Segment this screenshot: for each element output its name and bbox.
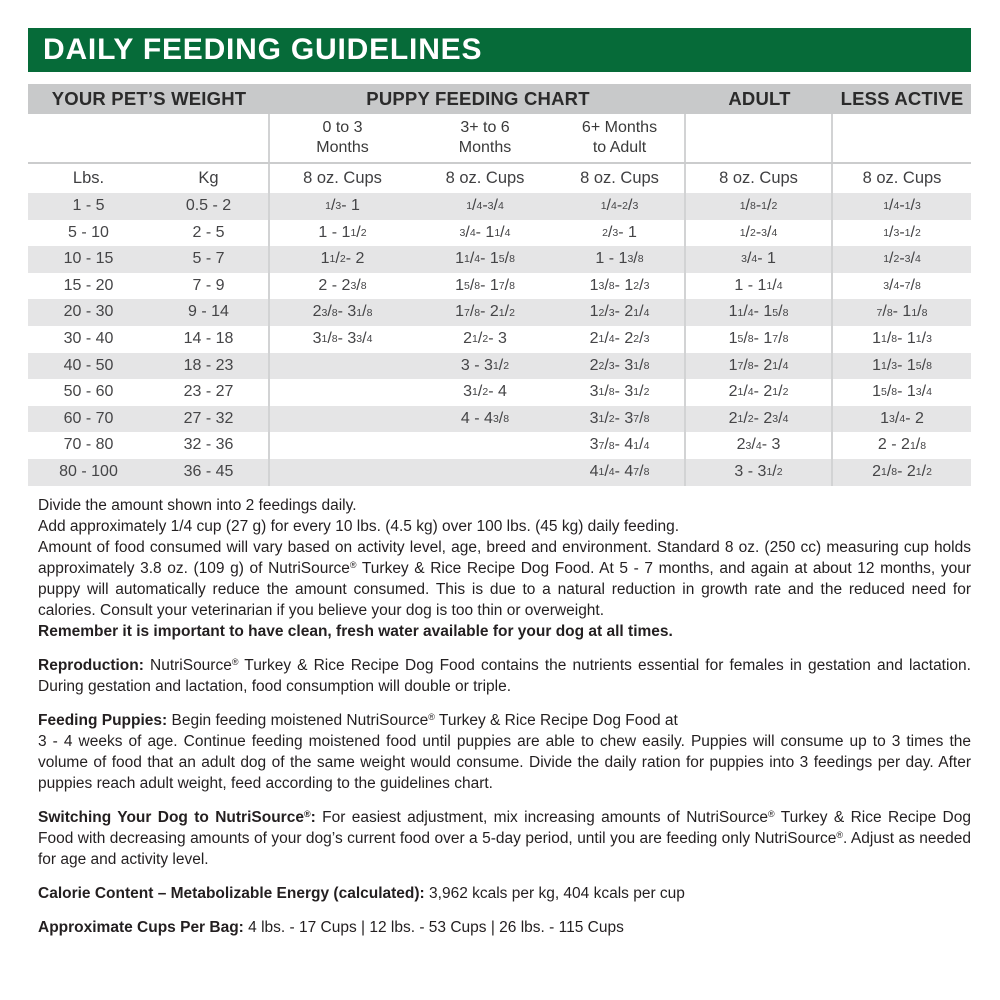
cell-weight-lbs: 15 - 20 [63,276,114,294]
table-row [28,379,971,406]
cell-cups-range: 2 3 / 4 - 3 [686,432,833,459]
cell-cups-range [415,459,555,486]
unit-header-cell: 8 oz. Cups [445,169,525,187]
table-row [28,273,971,300]
cell-cups-range: 3 1 / 8 - 3 1 / 2 [555,379,686,406]
table-row [28,432,971,459]
cell-cups-range: 1 5 / 8 - 1 3 / 4 [872,383,932,401]
cell-cups-range: 1 5 / 8 - 1 7 / 8 [686,326,833,353]
cell-cups-range: 1 / 4 - 2 / 3 [555,193,686,220]
cell-cups-range: 1 / 4 - 1 / 3 [833,193,971,220]
note-cups-per-bag: Approximate Cups Per Bag: 4 lbs. - 17 Cups | 12 lbs. - 53 Cups | 26 lbs. - 115 Cups [38,918,624,936]
cell-cups-range: 7 / 8 - 1 1 / 8 [833,299,971,326]
cell-cups-range: 1 - 1 1 / 4 [686,273,833,300]
cell-cups-range: 1 / 4 - 3 / 4 [415,193,555,220]
cell-cups-range: 3 1 / 8 - 3 3 / 4 [312,329,373,347]
cell-cups-range: 1 2 / 3 - 2 1 / 4 [555,299,686,326]
cell-cups-range: 2 2 / 3 - 3 1 / 8 [555,353,686,380]
note-feeding-puppies: Feeding Puppies: Begin feeding moistened NutriSource® Turkey & Rice Recipe Dog Food at 3 - 4 weeks of age. Continue feeding moistened food until puppies are able to chew easily. Puppies will consume up to 3 times the volume of food that an adult dog of the same weight would consume. Divide the daily ration for puppies into 3 feedings per day. After puppies reach adult weight, feed according to the guidelines chart. [38,711,971,792]
table-group-header-row [28,84,971,114]
cell-weight-kg: 23 - 27 [149,379,270,406]
reproduction-label: Reproduction: [38,656,144,674]
unit-header-cell: Kg [149,164,270,193]
table-row [28,193,971,220]
cell-weight-kg: 0.5 - 2 [149,193,270,220]
cell-cups-range: 1 7 / 8 - 2 1 / 4 [686,353,833,380]
cell-weight-kg: 32 - 36 [149,432,270,459]
cell-cups-range: 1 / 3 - 1 / 2 [883,223,921,241]
cell-cups-range: 2 - 2 3 / 8 [318,276,367,294]
feeding-puppies-label: Feeding Puppies: [38,711,168,729]
feeding-table [28,84,971,486]
switching-label: Switching Your Dog to NutriSource®: [38,808,316,826]
page-title: DAILY FEEDING GUIDELINES [43,33,483,66]
cell-cups-range: 1 / 2 - 3 / 4 [686,220,833,247]
cell-cups-range: 1 1 / 8 - 1 1 / 3 [872,329,932,347]
cell-cups-range: 3 / 4 - 1 1 / 4 [459,223,511,241]
table-row [28,406,971,433]
cell-weight-kg: 14 - 18 [149,326,270,353]
cell-cups-range: 1 / 2 - 3 / 4 [833,246,971,273]
cell-cups-range: 2 1 / 2 - 3 [463,329,507,347]
cell-weight-lbs: 20 - 30 [28,299,149,326]
cell-weight-kg: 2 - 5 [149,220,270,247]
cell-cups-range: 3 / 4 - 7 / 8 [883,276,921,294]
table-row [28,299,971,326]
cell-cups-range: 1 / 8 - 1 / 2 [686,193,833,220]
cell-cups-range: 3 / 4 - 1 [686,246,833,273]
cell-cups-range [270,432,415,459]
months-spacer-adult [686,114,833,162]
cell-weight-lbs: 60 - 70 [28,406,149,433]
note-consumption-paragraph: Amount of food consumed will vary based on activity level, age, breed and environment. Standard 8 oz. (250 cc) measuring cup holds approximately 3.8 oz. (109 g) of NutriSource® Turkey & Rice Recipe Dog Food. At 5 - 7 months, and again at about 12 months, your puppy will automatically reduce the amount consumed. This is due to a natural reduction in growth rate and the reduced need for calories. Consult your veterinarian if you believe your dog is too thin or overweight. [38,538,971,619]
table-row [28,246,971,273]
unit-header-cell: 8 oz. Cups [303,169,382,187]
note-calorie-content: Calorie Content – Metabolizable Energy (calculated): 3,962 kcals per kg, 404 kcals per cup [38,884,685,902]
cell-cups-range: 4 - 4 3 / 8 [415,406,555,433]
table-row [28,459,971,486]
note-divide-feedings: Divide the amount shown into 2 feedings daily. [38,496,357,514]
group-header-adult: ADULT [728,88,791,109]
cell-weight-lbs: 40 - 50 [28,353,149,380]
note-add-over-100lbs: Add approximately 1/4 cup (27 g) for every 10 lbs. (4.5 kg) over 100 lbs. (45 kg) daily feeding. [38,517,680,535]
cell-cups-range: 1 - 1 1 / 2 [318,223,367,241]
cell-weight-lbs: 50 - 60 [63,383,114,401]
cell-cups-range: 4 1 / 4 - 4 7 / 8 [555,459,686,486]
months-spacer-less-active [833,114,971,162]
unit-header-cell: 8 oz. Cups [862,169,942,187]
column-header-0-3-months: 0 to 3 Months [316,119,369,156]
table-body [28,193,971,486]
cell-cups-range: 3 - 3 1 / 2 [686,459,833,486]
cell-cups-range: 2 - 2 1 / 8 [877,436,927,454]
cell-weight-kg: 27 - 32 [149,406,270,433]
cell-weight-lbs: 80 - 100 [28,459,149,486]
cell-cups-range: 1 5 / 8 - 1 7 / 8 [455,276,515,294]
feeding-guidelines-label [28,28,971,938]
cell-weight-lbs: 1 - 5 [28,193,149,220]
cell-cups-range: 3 7 / 8 - 4 1 / 4 [555,432,686,459]
note-reproduction: Reproduction: NutriSource® Turkey & Rice Recipe Dog Food contains the nutrients essential for females in gestation and lactation. During gestation and lactation, food consumption will double or triple. [38,656,971,695]
cell-cups-range: 2 / 3 - 1 [555,220,686,247]
cups-per-bag-label: Approximate Cups Per Bag: [38,918,244,936]
notes-section [28,495,971,938]
cell-weight-kg: 9 - 14 [149,299,270,326]
cell-cups-range: 2 1 / 2 - 2 3 / 4 [686,406,833,433]
cell-weight-kg: 5 - 7 [149,246,270,273]
cell-cups-range: 1 1 / 4 - 1 5 / 8 [415,246,555,273]
cell-cups-range: 3 - 3 1 / 2 [415,353,555,380]
group-header-pet-weight: YOUR PET’S WEIGHT [51,88,247,109]
cell-weight-lbs: 70 - 80 [63,436,114,454]
group-header-puppy-chart: PUPPY FEEDING CHART [366,88,590,109]
cell-cups-range: 1 / 3 - 1 [270,193,415,220]
column-header-3-6-months: 3+ to 6 Months [458,119,512,156]
cell-cups-range: 1 3 / 4 - 2 [833,406,971,433]
table-row [28,326,971,353]
cell-cups-range: 1 7 / 8 - 2 1 / 2 [415,299,555,326]
table-row [28,353,971,380]
table-units-row [28,164,971,193]
cell-cups-range [415,432,555,459]
table-row [28,220,971,247]
cell-cups-range [270,353,415,380]
cell-weight-lbs: 30 - 40 [63,329,114,347]
note-switching: Switching Your Dog to NutriSource®: For easiest adjustment, mix increasing amounts of NutriSource® Turkey & Rice Recipe Dog Food with decreasing amounts of your dog’s current food over a 5-day period, until you are feeding only NutriSource®. Adjust as needed for age and activity level. [38,808,971,868]
group-header-less-active: LESS ACTIVE [840,88,964,109]
cell-cups-range [270,406,415,433]
cell-cups-range: 3 1 / 2 - 4 [463,383,507,401]
cell-cups-range: 1 3 / 8 - 1 2 / 3 [555,273,686,300]
cell-cups-range: 2 3 / 8 - 3 1 / 8 [270,299,415,326]
column-header-6-months-adult: 6+ Months to Adult [555,114,686,162]
cell-cups-range: 1 - 1 3 / 8 [555,246,686,273]
cell-cups-range: 1 1 / 3 - 1 5 / 8 [833,353,971,380]
calorie-content-label: Calorie Content – Metabolizable Energy (calculated): [38,884,425,902]
cell-cups-range: 2 1 / 8 - 2 1 / 2 [833,459,971,486]
cell-cups-range: 1 1 / 4 - 1 5 / 8 [686,299,833,326]
cell-weight-lbs: 5 - 10 [68,223,109,241]
unit-header-cell: Lbs. [72,169,105,187]
unit-header-cell: 8 oz. Cups [555,164,686,193]
cell-cups-range: 3 1 / 2 - 3 7 / 8 [555,406,686,433]
unit-header-cell: 8 oz. Cups [686,164,833,193]
cell-cups-range [270,459,415,486]
cell-cups-range: 2 1 / 4 - 2 2 / 3 [555,326,686,353]
months-spacer-weight [28,114,270,162]
cell-cups-range: 2 1 / 4 - 2 1 / 2 [686,379,833,406]
cell-weight-kg: 18 - 23 [149,353,270,380]
table-months-subheader-row [28,114,971,164]
page-title-bar [28,28,971,72]
cell-weight-kg: 36 - 45 [149,459,270,486]
cell-cups-range: 1 1 / 2 - 2 [270,246,415,273]
cell-weight-kg: 7 - 9 [149,273,270,300]
cell-cups-range [270,379,415,406]
note-fresh-water: Remember it is important to have clean, fresh water available for your dog at all times. [38,622,673,640]
cell-weight-lbs: 10 - 15 [28,246,149,273]
